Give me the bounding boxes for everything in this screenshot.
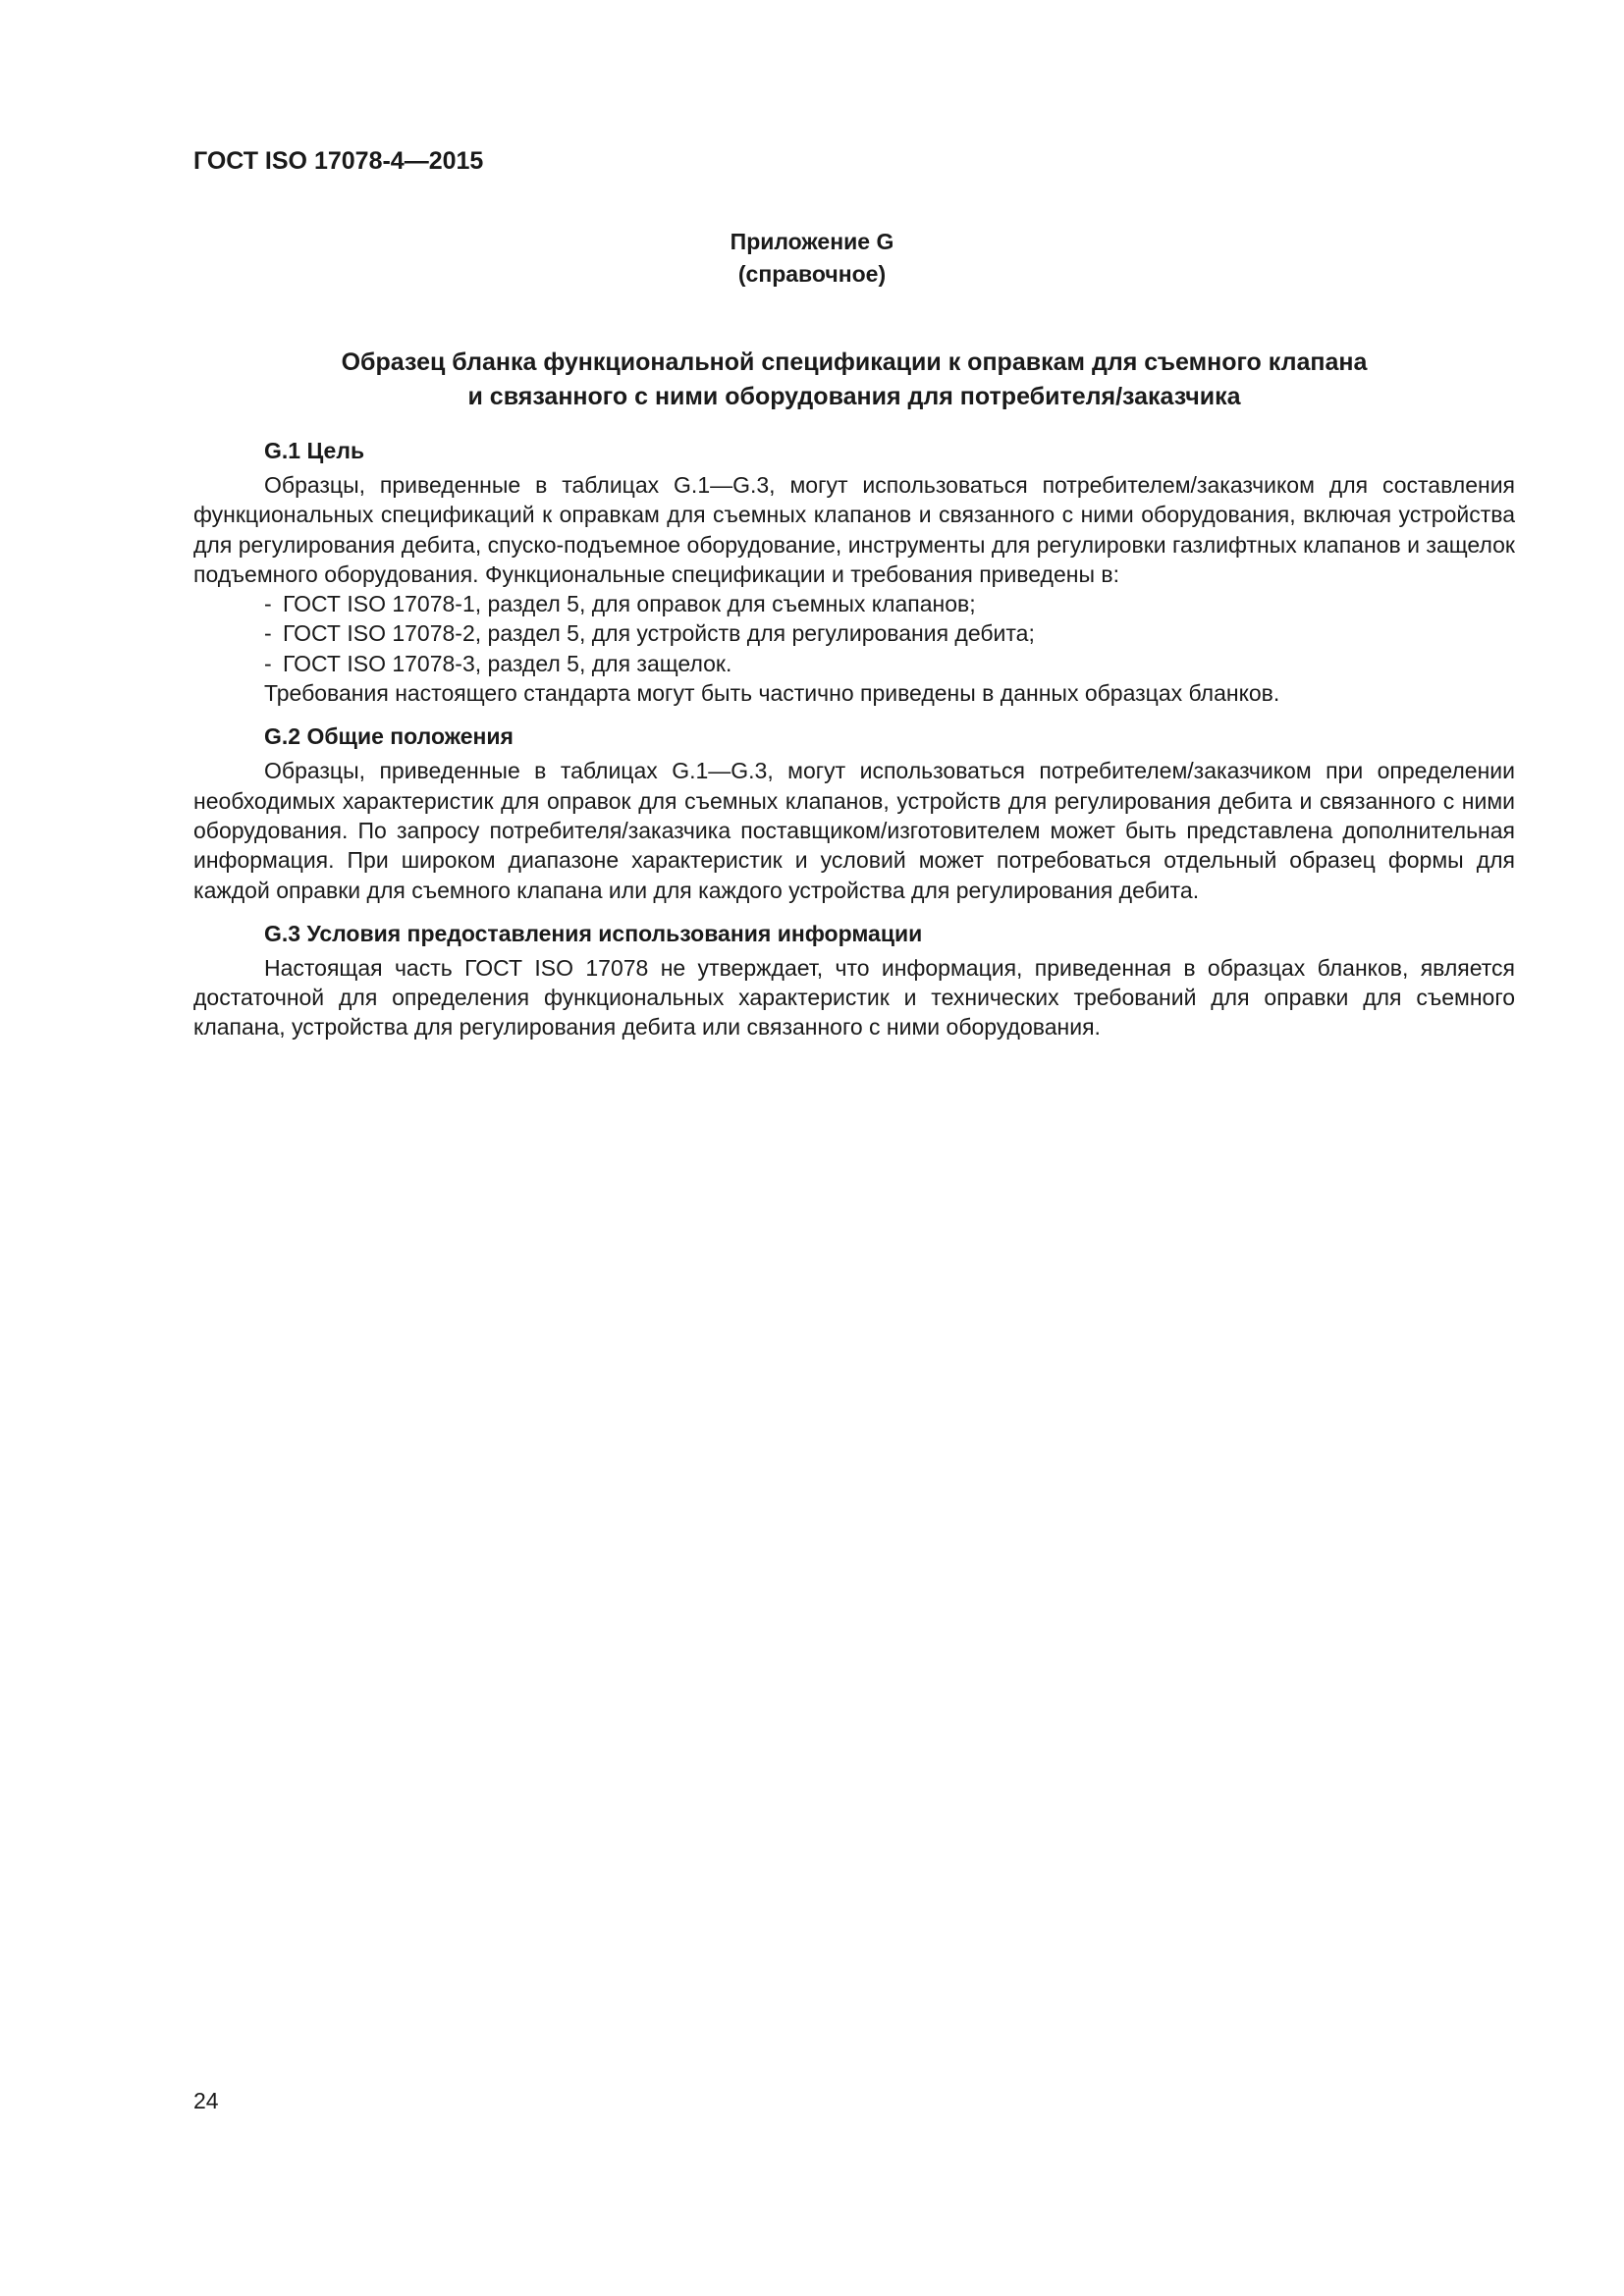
section-spacer [193,708,1515,721]
document-title [193,346,1515,414]
section-g1-heading: G.1 Цель [264,438,365,463]
appendix-heading [0,226,1624,291]
section-g2-heading: G.2 Общие положения [264,723,514,750]
section-g3 [193,919,1515,1042]
appendix-label: Приложение G [730,229,894,254]
section-g1-outro: Требования настоящего стандарта могут быть частично приведены в данных образцах бланков. [264,680,1280,707]
list-dash-mark: - [264,620,272,647]
title-line-1: Образец бланка функциональной спецификации к оправкам для съемного клапана [341,348,1368,376]
appendix-type: (справочное) [737,261,887,287]
section-g2 [193,721,1515,904]
section-g3-text: Настоящая часть ГОСТ ISO 17078 не утверждает, что информация, приведенная в образцах бланков, является достаточной для определения функциональных характеристик и технических требований для оправки для съемного клапана, устройства для регулирования дебита или связанного с ними оборудования. [193,954,1515,1041]
list-item-text: ГОСТ ISO 17078-3, раздел 5, для защелок. [283,650,732,676]
list-item [264,618,1515,648]
section-g1-list [193,589,1515,678]
document-body [193,436,1515,1042]
list-dash-mark: - [264,591,272,617]
section-spacer [193,905,1515,919]
section-g2-text: Образцы, приведенные в таблицах G.1—G.3, могут использоваться потребителем/заказчиком при определении необходимых характеристик для оправок для съемных клапанов, устройств для регулирования дебита и связанного с ними оборудования. По запросу потребителя/заказчика поставщиком/изготовителем может быть представлена дополнительная информация. При широком диапазоне характеристик и условий может потребоваться отдельный образец формы для каждой оправки для съемного клапана или для каждого устройства для регулирования дебита. [193,758,1515,903]
page-number: 24 [193,2088,219,2113]
section-g1 [193,436,1515,708]
list-item [264,589,1515,618]
document-code: ГОСТ ISO 17078-4—2015 [193,147,484,175]
list-dash-mark: - [264,650,272,676]
list-item [264,649,1515,678]
section-g1-intro: Образцы, приведенные в таблицах G.1—G.3, могут использоваться потребителем/заказчиком для составления функциональных спецификаций к оправкам для съемных клапанов и связанного с ними оборудования, включая устройства для регулирования дебита, спуско-подъемное оборудование, инструменты для регулировки газлифтных клапанов и защелок подъемного оборудования. Функциональные спецификации и требования приведены в: [193,472,1515,587]
list-item-text: ГОСТ ISO 17078-2, раздел 5, для устройств для регулирования дебита; [283,620,1035,647]
title-line-2: и связанного с ними оборудования для потребителя/заказчика [467,383,1241,410]
list-item-text: ГОСТ ISO 17078-1, раздел 5, для оправок для съемных клапанов; [283,591,976,617]
section-g3-heading: G.3 Условия предоставления использования информации [264,920,923,946]
